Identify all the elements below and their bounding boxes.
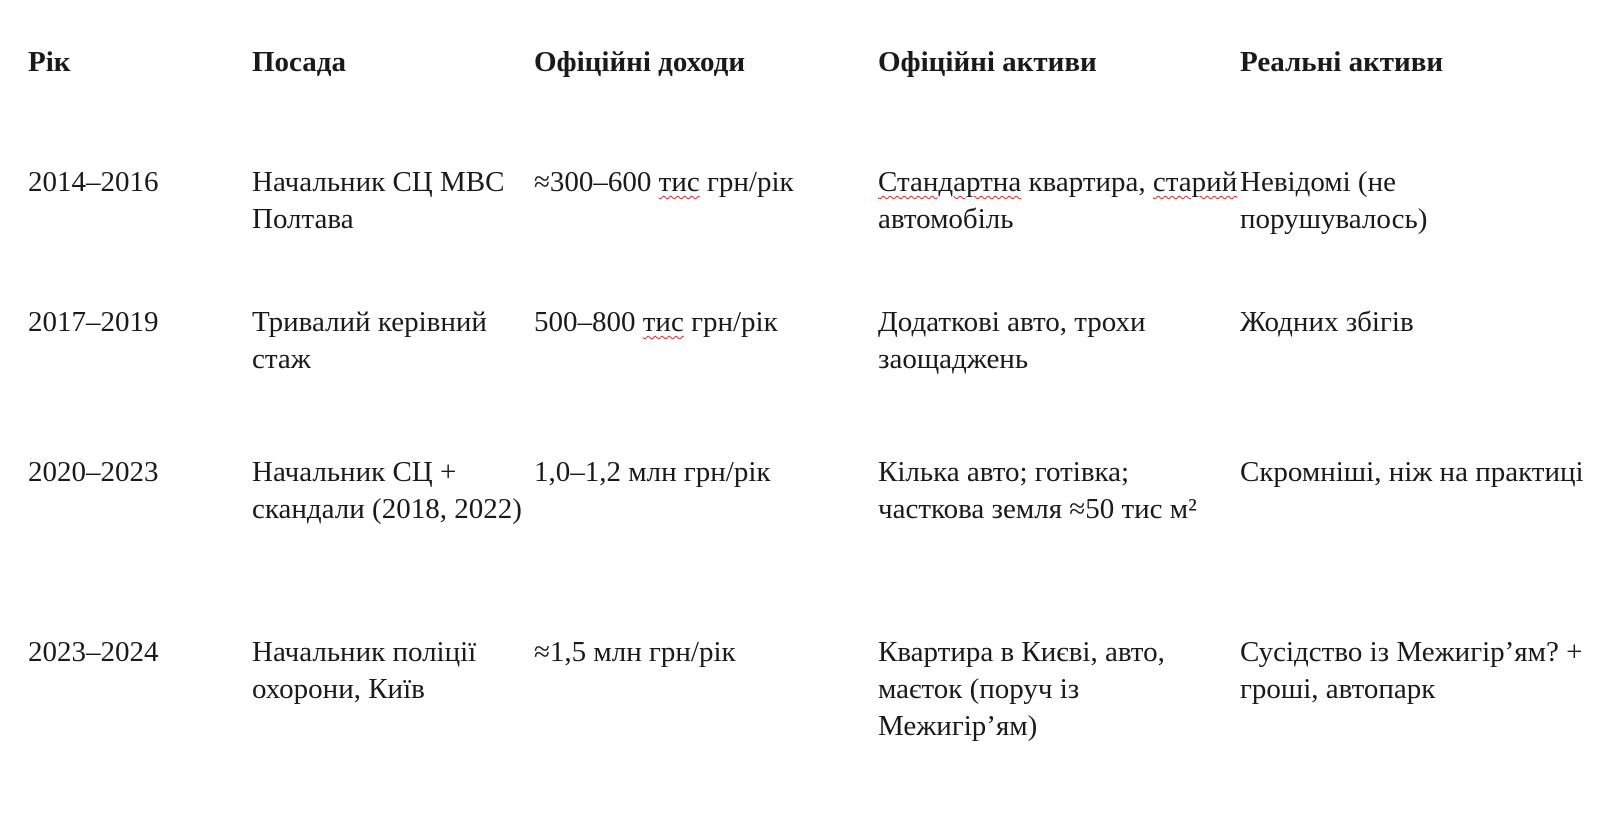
cell-official-assets: Стандартна квартира, старий автомобіль xyxy=(878,166,1238,235)
cell-year: 2023–2024 xyxy=(28,636,159,668)
cell-position: Начальник СЦ + скандали (2018, 2022) xyxy=(252,456,522,525)
cell-real-assets: Невідомі (не порушувалось) xyxy=(1240,166,1428,235)
cell-position: Тривалий керівний стаж xyxy=(252,306,487,375)
table-row xyxy=(28,438,1588,630)
cell-year: 2020–2023 xyxy=(28,456,159,488)
cell-official-assets: Кілька авто; готівка; часткова земля ≈50 тис м² xyxy=(878,456,1197,525)
header-real-assets: Реальні активи xyxy=(1240,46,1444,78)
cell-real-assets: Жодних збігів xyxy=(1240,306,1414,338)
cell-income: ≈1,5 млн грн/рік xyxy=(534,636,736,668)
cell-year: 2017–2019 xyxy=(28,306,159,338)
cell-income: ≈300–600 тис грн/рік xyxy=(534,166,794,198)
cell-year: 2014–2016 xyxy=(28,166,159,198)
cell-real-assets: Скромніші, ніж на практиці xyxy=(1240,456,1584,488)
assets-table xyxy=(28,40,1588,754)
header-official-assets: Офіційні активи xyxy=(878,46,1097,78)
cell-position: Начальник СЦ МВС Полтава xyxy=(252,166,505,235)
spellcheck-mark: старий xyxy=(1152,166,1238,198)
header-year: Рік xyxy=(28,46,71,78)
cell-position: Начальник поліції охорони, Київ xyxy=(252,636,477,705)
table-header-row xyxy=(28,40,1588,144)
header-official-income: Офіційні доходи xyxy=(534,46,746,78)
cell-official-assets: Квартира в Києві, авто, маєток (поруч із Межигір’ям) xyxy=(878,636,1165,742)
cell-official-assets: Додаткові авто, трохи заощаджень xyxy=(878,306,1146,375)
cell-income: 1,0–1,2 млн грн/рік xyxy=(534,456,771,488)
spellcheck-mark: тис xyxy=(658,166,700,198)
cell-real-assets: Сусідство із Межигір’ям? + гроші, автопарк xyxy=(1240,636,1583,705)
table-row xyxy=(28,144,1588,304)
table-row xyxy=(28,304,1588,438)
cell-income: 500–800 тис грн/рік xyxy=(534,306,778,338)
table-row xyxy=(28,630,1588,754)
header-position: Посада xyxy=(252,46,346,78)
spellcheck-mark: Стандартна xyxy=(878,166,1022,198)
spellcheck-mark: тис xyxy=(642,306,684,338)
